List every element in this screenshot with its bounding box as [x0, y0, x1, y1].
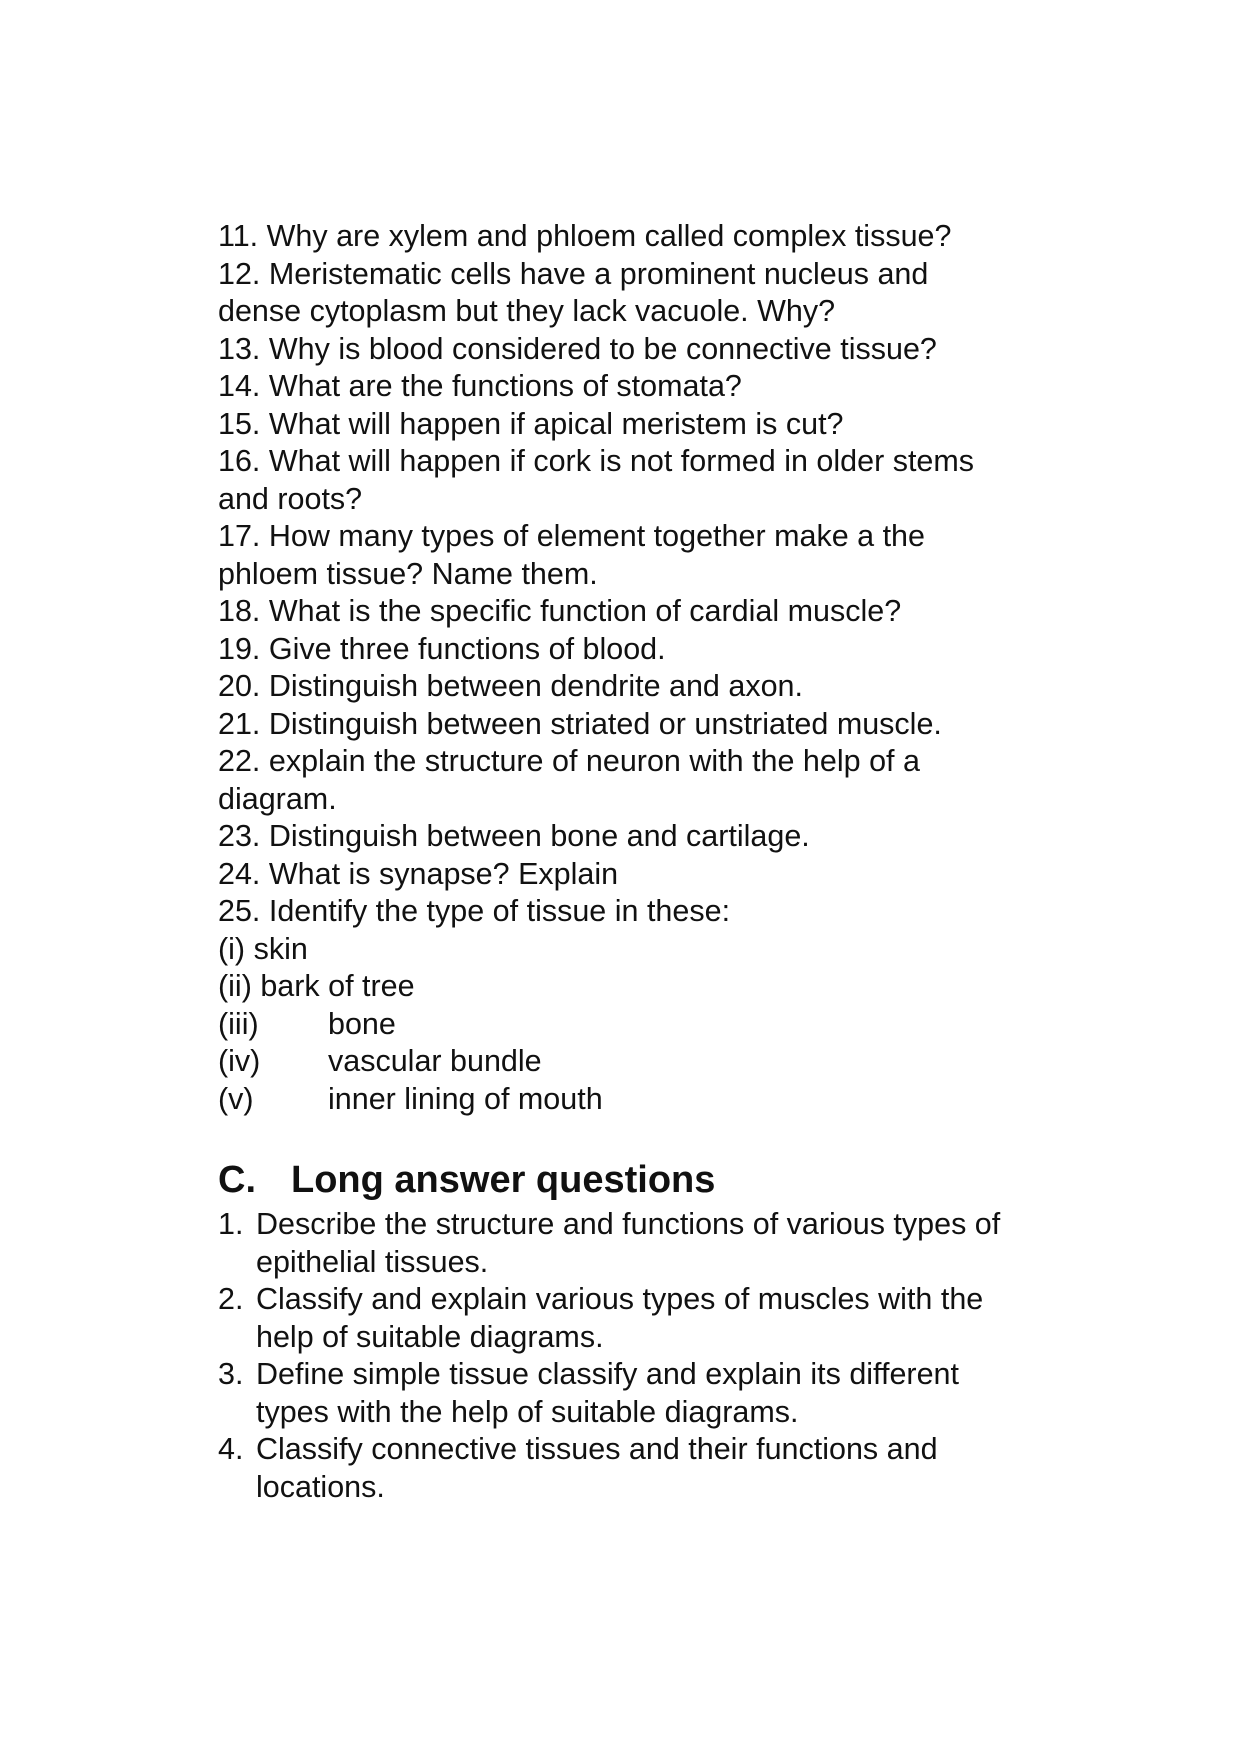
tissue-item-iv-text: vascular bundle: [328, 1044, 542, 1078]
question-13-line-1: 13. Why is blood considered to be connective tissue?: [218, 331, 937, 366]
long-question-1-number: 1.: [218, 1207, 244, 1241]
document-page: [218, 218, 1098, 1506]
tissue-item-iii: [218, 1006, 1098, 1044]
short-questions-list: [218, 218, 1098, 1118]
long-question-3: [218, 1356, 1098, 1431]
question-17-line-1: 17. How many types of element together make a the: [218, 519, 925, 553]
long-question-2-line-2: help of suitable diagrams.: [256, 1319, 604, 1354]
question-20-line-1: 20. Distinguish between dendrite and axon.: [218, 669, 803, 703]
tissue-item-i: (i) skin: [218, 931, 308, 966]
long-questions-list: [218, 1206, 1098, 1506]
question-16-line-1: 16. What will happen if cork is not formed in older stems: [218, 444, 975, 478]
question-18-line-1: 18. What is the specific function of cardial muscle?: [218, 594, 902, 628]
tissue-item-v: [218, 1081, 1098, 1119]
section-c-heading: [218, 1156, 1098, 1204]
long-question-1: [218, 1206, 1098, 1281]
question-25-line-1: 25. Identify the type of tissue in these:: [218, 894, 731, 928]
question-24-line-1: 24. What is synapse? Explain: [218, 856, 619, 891]
long-question-3-text: [256, 1356, 1098, 1431]
question-16-line-2: and roots?: [218, 481, 363, 516]
long-question-2-text: [256, 1281, 1098, 1356]
tissue-item-v-text: inner lining of mouth: [328, 1081, 603, 1116]
long-question-3-line-2: types with the help of suitable diagrams.: [256, 1394, 799, 1429]
long-question-4-line-1: Classify connective tissues and their functions and: [256, 1432, 938, 1466]
long-question-4-number: 4.: [218, 1432, 244, 1466]
section-c-title: Long answer questions: [291, 1159, 716, 1201]
question-14-line-1: 14. What are the functions of stomata?: [218, 369, 742, 403]
question-19-line-1: 19. Give three functions of blood.: [218, 631, 666, 666]
tissue-item-iii-numeral: (iii): [218, 1006, 259, 1041]
tissue-item-iv-numeral: (iv): [218, 1044, 261, 1078]
tissue-item-v-numeral: (v): [218, 1081, 254, 1116]
question-12-line-1: 12. Meristematic cells have a prominent nucleus and: [218, 256, 929, 291]
long-question-2-number: 2.: [218, 1282, 244, 1316]
tissue-item-iv: [218, 1043, 1098, 1081]
long-question-4-text: [256, 1431, 1098, 1506]
long-question-1-line-2: epithelial tissues.: [256, 1244, 489, 1279]
question-15-line-1: 15. What will happen if apical meristem is cut?: [218, 406, 844, 441]
question-11-line-1: 11. Why are xylem and phloem called complex tissue?: [218, 219, 952, 253]
long-question-4-line-2: locations.: [256, 1469, 385, 1504]
tissue-item-iii-text: bone: [328, 1006, 396, 1041]
long-question-3-line-1: Define simple tissue classify and explain its different: [256, 1357, 959, 1391]
question-12-line-2: dense cytoplasm but they lack vacuole. Why?: [218, 294, 836, 328]
long-question-4: [218, 1431, 1098, 1506]
question-22-line-1: 22. explain the structure of neuron with the help of a: [218, 744, 920, 778]
section-c-letter: C.: [218, 1159, 256, 1201]
tissue-item-ii: (ii) bark of tree: [218, 969, 415, 1003]
question-23-line-1: 23. Distinguish between bone and cartilage.: [218, 819, 810, 853]
long-question-2: [218, 1281, 1098, 1356]
long-question-1-text: [256, 1206, 1098, 1281]
question-22-line-2: diagram.: [218, 781, 337, 816]
question-17-line-2: phloem tissue? Name them.: [218, 556, 598, 591]
long-question-3-number: 3.: [218, 1357, 244, 1391]
long-question-2-line-1: Classify and explain various types of muscles with the: [256, 1282, 984, 1316]
question-21-line-1: 21. Distinguish between striated or unstriated muscle.: [218, 706, 942, 741]
long-question-1-line-1: Describe the structure and functions of various types of: [256, 1207, 1001, 1241]
